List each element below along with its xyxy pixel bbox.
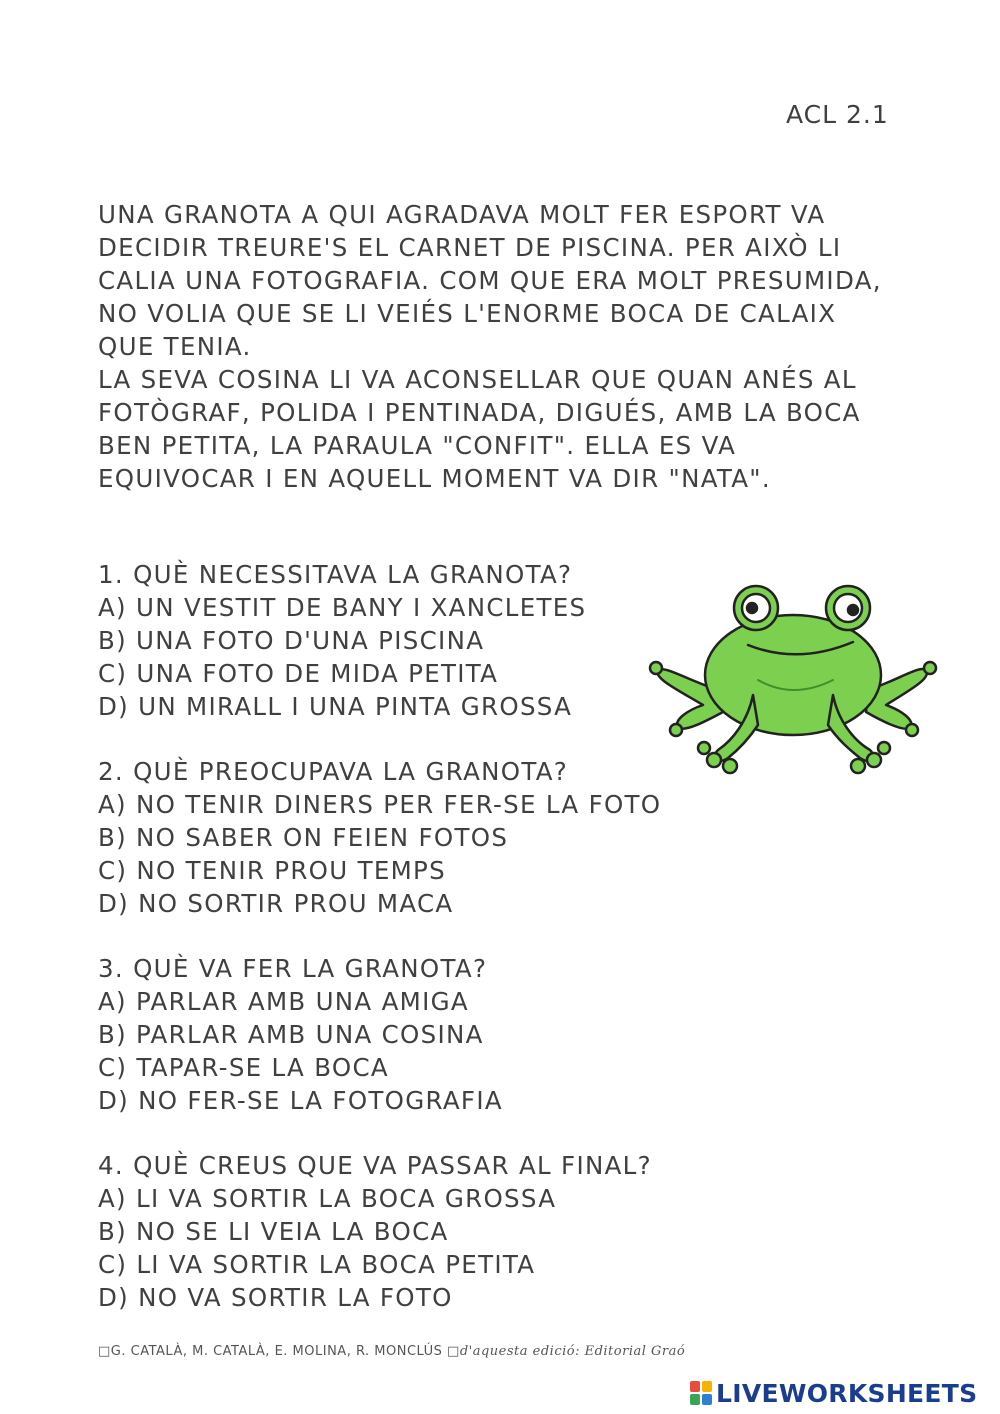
option-d[interactable]: D) NO FER-SE LA FOTOGRAFIA bbox=[98, 1086, 503, 1115]
option-d[interactable]: D) NO SORTIR PROU MACA bbox=[98, 889, 454, 918]
option-b[interactable]: B) PARLAR AMB UNA COSINA bbox=[98, 1020, 484, 1049]
worksheet-code: ACL 2.1 bbox=[786, 100, 889, 129]
logo-square bbox=[702, 1381, 712, 1392]
questions-list bbox=[98, 558, 718, 1346]
logo-square bbox=[690, 1381, 700, 1392]
question-4 bbox=[98, 1149, 718, 1314]
option-b[interactable]: B) NO SE LI VEIA LA BOCA bbox=[98, 1217, 449, 1246]
question-text: 4. QUÈ CREUS QUE VA PASSAR AL FINAL? bbox=[98, 1151, 652, 1180]
question-text: 1. QUÈ NECESSITAVA LA GRANOTA? bbox=[98, 560, 573, 589]
story-line: DECIDIR TREURE'S EL CARNET DE PISCINA. PER AIXÒ LI bbox=[98, 233, 842, 262]
question-1 bbox=[98, 558, 718, 723]
liveworksheets-logo-icon bbox=[690, 1381, 712, 1405]
liveworksheets-brand[interactable] bbox=[690, 1378, 977, 1408]
option-c[interactable]: C) LI VA SORTIR LA BOCA PETITA bbox=[98, 1250, 536, 1279]
option-a[interactable]: A) UN VESTIT DE BANY I XANCLETES bbox=[98, 593, 587, 622]
logo-square bbox=[702, 1394, 712, 1405]
question-3 bbox=[98, 952, 718, 1117]
option-a[interactable]: A) NO TENIR DINERS PER FER-SE LA FOTO bbox=[98, 790, 662, 819]
question-text: 3. QUÈ VA FER LA GRANOTA? bbox=[98, 954, 488, 983]
option-a[interactable]: A) PARLAR AMB UNA AMIGA bbox=[98, 987, 469, 1016]
copyright-footer bbox=[98, 1344, 685, 1359]
question-2 bbox=[98, 755, 718, 920]
story-line: UNA GRANOTA A QUI AGRADAVA MOLT FER ESPORT VA bbox=[98, 200, 826, 229]
option-c[interactable]: C) UNA FOTO DE MIDA PETITA bbox=[98, 659, 499, 688]
story-text bbox=[98, 198, 918, 495]
story-line: CALIA UNA FOTOGRAFIA. COM QUE ERA MOLT PRESUMIDA, bbox=[98, 266, 882, 295]
frog-icon bbox=[648, 570, 938, 780]
publisher-credit: □d'aquesta edició: Editorial Graó bbox=[447, 1344, 686, 1359]
option-a[interactable]: A) LI VA SORTIR LA BOCA GROSSA bbox=[98, 1184, 557, 1213]
option-c[interactable]: C) TAPAR-SE LA BOCA bbox=[98, 1053, 389, 1082]
authors-credit: □G. CATALÀ, M. CATALÀ, E. MOLINA, R. MONCLÚS bbox=[98, 1344, 443, 1359]
question-text: 2. QUÈ PREOCUPAVA LA GRANOTA? bbox=[98, 757, 569, 786]
option-b[interactable]: B) UNA FOTO D'UNA PISCINA bbox=[98, 626, 485, 655]
story-line: EQUIVOCAR I EN AQUELL MOMENT VA DIR "NATA". bbox=[98, 464, 771, 493]
story-line: FOTÒGRAF, POLIDA I PENTINADA, DIGUÉS, AMB LA BOCA bbox=[98, 398, 861, 427]
option-d[interactable]: D) NO VA SORTIR LA FOTO bbox=[98, 1283, 453, 1312]
story-line: BEN PETITA, LA PARAULA "CONFIT". ELLA ES VA bbox=[98, 431, 737, 460]
story-line: QUE TENIA. bbox=[98, 332, 252, 361]
option-b[interactable]: B) NO SABER ON FEIEN FOTOS bbox=[98, 823, 509, 852]
brand-name: LIVEWORKSHEETS bbox=[716, 1378, 978, 1408]
story-line: NO VOLIA QUE SE LI VEIÉS L'ENORME BOCA DE CALAIX bbox=[98, 299, 837, 328]
logo-square bbox=[690, 1394, 700, 1405]
option-d[interactable]: D) UN MIRALL I UNA PINTA GROSSA bbox=[98, 692, 573, 721]
story-line: LA SEVA COSINA LI VA ACONSELLAR QUE QUAN ANÉS AL bbox=[98, 365, 857, 394]
option-c[interactable]: C) NO TENIR PROU TEMPS bbox=[98, 856, 446, 885]
